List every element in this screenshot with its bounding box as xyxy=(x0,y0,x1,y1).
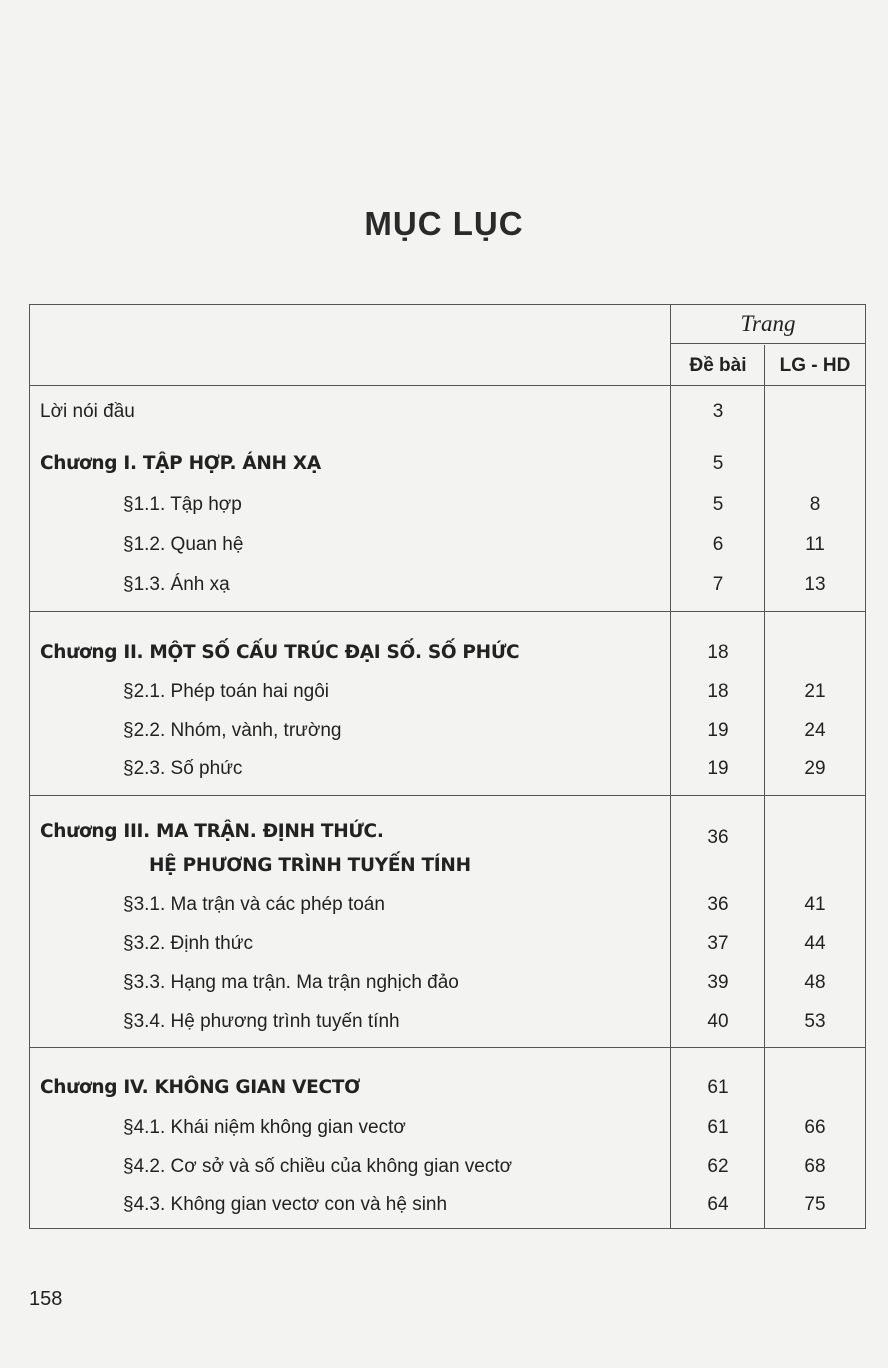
toc-label: Lời nói đầu xyxy=(40,401,135,422)
table-of-contents xyxy=(29,304,866,1229)
section-label: §2.1. Phép toán hai ngôi xyxy=(123,681,330,702)
chapter-divider xyxy=(30,795,865,796)
toc-page-lg-hd: 11 xyxy=(805,534,825,555)
header-trang: Trang xyxy=(740,311,796,336)
toc-page-de-bai: 36 xyxy=(707,827,729,848)
header-lg-hd: LG - HD xyxy=(779,355,851,376)
toc-page-de-bai: 39 xyxy=(707,972,729,993)
toc-page-lg-hd: 44 xyxy=(804,933,826,954)
toc-page-de-bai: 40 xyxy=(707,1011,729,1032)
section-label: §2.3. Số phức xyxy=(123,758,243,779)
chapter-title-cont: HỆ PHƯƠNG TRÌNH TUYẾN TÍNH xyxy=(149,855,471,876)
toc-page-lg-hd: 29 xyxy=(804,758,826,779)
chapter-title: Chương IV. KHÔNG GIAN VECTƠ xyxy=(40,1077,360,1098)
section-label: §3.1. Ma trận và các phép toán xyxy=(123,894,385,915)
toc-page-lg-hd: 75 xyxy=(804,1194,826,1215)
toc-page-lg-hd: 21 xyxy=(804,681,826,702)
toc-page-lg-hd: 24 xyxy=(804,720,826,741)
toc-page-lg-hd: 53 xyxy=(804,1011,826,1032)
toc-page-de-bai: 19 xyxy=(707,758,729,779)
toc-page-lg-hd: 66 xyxy=(804,1117,826,1138)
section-label: §4.1. Khái niệm không gian vectơ xyxy=(123,1117,406,1138)
toc-page-de-bai: 6 xyxy=(712,534,724,555)
section-label: §1.1. Tập hợp xyxy=(123,494,242,515)
toc-page-de-bai: 64 xyxy=(707,1194,729,1215)
header-divider xyxy=(670,343,865,344)
toc-page-de-bai: 7 xyxy=(712,574,724,595)
toc-page-lg-hd: 13 xyxy=(804,574,826,595)
section-label: §1.2. Quan hệ xyxy=(123,534,244,555)
section-label: §3.3. Hạng ma trận. Ma trận nghịch đảo xyxy=(123,972,459,993)
toc-page-de-bai: 19 xyxy=(707,720,729,741)
chapter-divider xyxy=(30,611,865,612)
chapter-divider xyxy=(30,1047,865,1048)
chapter-title: Chương II. MỘT SỐ CẤU TRÚC ĐẠI SỐ. SỐ PHỨC xyxy=(40,642,520,663)
section-label: §2.2. Nhóm, vành, trường xyxy=(123,720,342,741)
toc-page-de-bai: 18 xyxy=(707,642,729,663)
section-label: §4.3. Không gian vectơ con và hệ sinh xyxy=(123,1194,448,1215)
section-label: §3.2. Định thức xyxy=(123,933,253,954)
toc-page-de-bai: 37 xyxy=(707,933,729,954)
chapter-title: Chương III. MA TRẬN. ĐỊNH THỨC. xyxy=(40,821,384,842)
toc-page-lg-hd: 41 xyxy=(804,894,826,915)
toc-page-de-bai: 36 xyxy=(707,894,729,915)
toc-page-lg-hd: 8 xyxy=(809,494,821,515)
toc-page-de-bai: 18 xyxy=(707,681,729,702)
toc-page-de-bai: 5 xyxy=(712,494,724,515)
toc-page-lg-hd: 48 xyxy=(804,972,826,993)
toc-page-de-bai: 61 xyxy=(707,1077,729,1098)
toc-page-lg-hd: 68 xyxy=(804,1156,826,1177)
page-title: MỤC LỤC xyxy=(364,205,524,242)
section-label: §4.2. Cơ sở và số chiều của không gian vectơ xyxy=(123,1156,513,1177)
section-label: §3.4. Hệ phương trình tuyến tính xyxy=(123,1011,400,1032)
toc-page-de-bai: 5 xyxy=(712,453,724,474)
header-de-bai: Đề bài xyxy=(689,355,747,376)
page-number: 158 xyxy=(29,1288,63,1310)
chapter-title: Chương I. TẬP HỢP. ÁNH XẠ xyxy=(40,453,321,474)
toc-page-de-bai: 62 xyxy=(707,1156,729,1177)
toc-page-de-bai: 3 xyxy=(712,401,724,422)
toc-page-de-bai: 61 xyxy=(707,1117,729,1138)
section-label: §1.3. Ánh xạ xyxy=(123,574,230,595)
header-bottom-divider xyxy=(30,385,865,386)
